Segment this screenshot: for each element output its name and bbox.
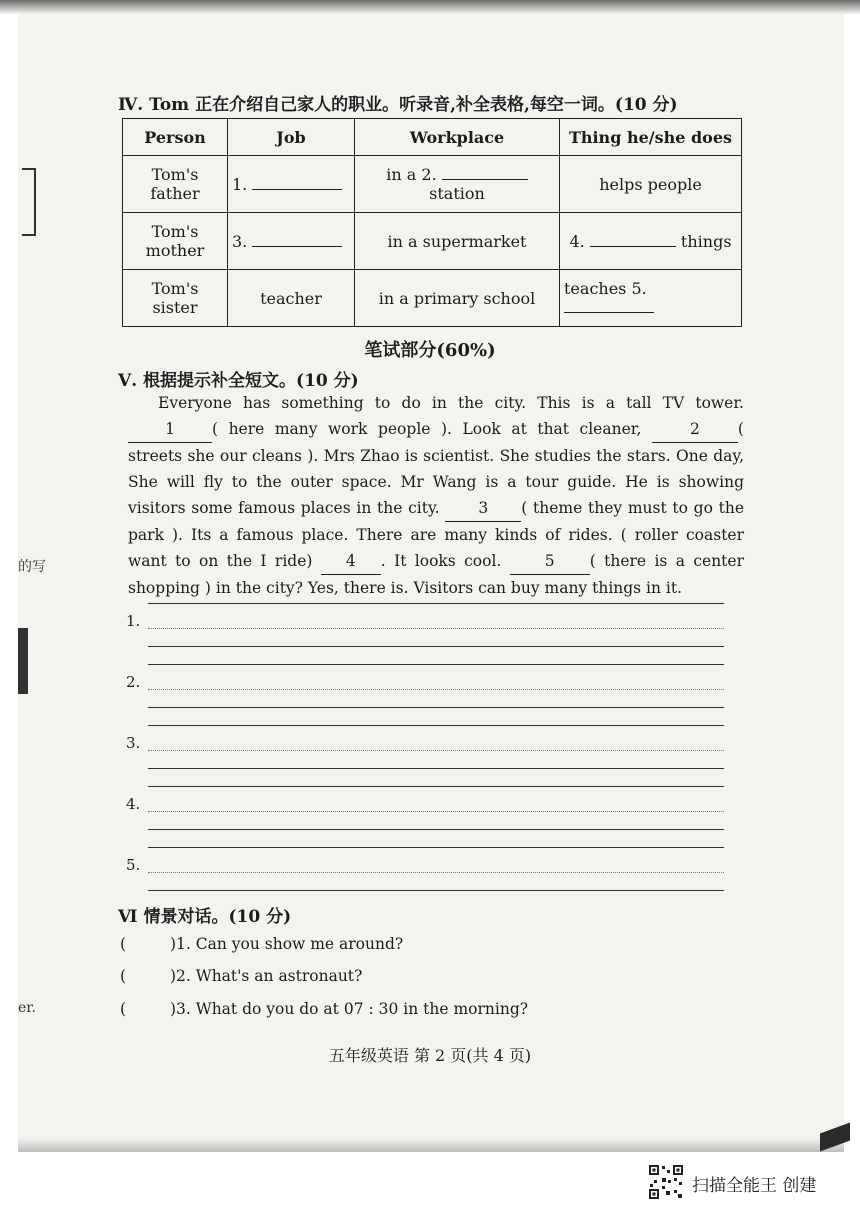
answer-guide bbox=[148, 628, 724, 629]
passage-blank-3[interactable]: 3 bbox=[445, 495, 521, 522]
scan-bottom-edge bbox=[18, 1138, 844, 1152]
cell-job-blank[interactable]: 3. bbox=[228, 213, 355, 270]
passage-blank-4[interactable]: 4 bbox=[321, 548, 381, 575]
cell-workplace: in a primary school bbox=[355, 270, 560, 327]
margin-bracket bbox=[22, 168, 36, 236]
answer-guide bbox=[148, 811, 724, 812]
header-person: Person bbox=[123, 119, 228, 156]
cell-workplace: in a supermarket bbox=[355, 213, 560, 270]
passage-text: Everyone has something to do in the city. This is a tall TV tower. 1 ( here many work people ). Look at that cleaner, 2 ( streets she our cleans ). Mrs Zhao is scientist. She studies the stars. One day, She will fly to the outer space. Mr Wang is a tour guide. He is showing visitors some famous places in the city. 3 ( theme they must to go the park ). Its a famous place. There are many kinds of rides. ( roller coaster want to on the I ride) 4 . It looks cool. 5 ( there is a center shopping ) in the city? Yes, there is. Visitors can buy many things in it. bbox=[128, 394, 744, 597]
answer-guide bbox=[148, 689, 724, 690]
header-thing: Thing he/she does bbox=[560, 119, 742, 156]
answer-line[interactable] bbox=[148, 646, 724, 647]
dialog-item-1[interactable]: ( )1. Can you show me around? bbox=[120, 935, 404, 953]
header-workplace: Workplace bbox=[355, 119, 560, 156]
scanner-watermark-label: 扫描全能王 创建 bbox=[692, 1176, 817, 1196]
answer-line[interactable] bbox=[148, 664, 724, 665]
answer-line[interactable] bbox=[148, 603, 724, 604]
answer-line[interactable] bbox=[148, 725, 724, 726]
answer-guide bbox=[148, 872, 724, 873]
passage-blank-2[interactable]: 2 bbox=[652, 416, 738, 443]
cell-person: Tom's mother bbox=[123, 213, 228, 270]
section5-title: Ⅴ. 根据提示补全短文。(10 分) bbox=[118, 371, 359, 391]
answer-line[interactable] bbox=[148, 890, 724, 891]
written-part-title: 笔试部分(60%) bbox=[364, 340, 496, 361]
job-table bbox=[122, 118, 742, 327]
answer-number-2: 2. bbox=[126, 673, 141, 691]
header-job: Job bbox=[228, 119, 355, 156]
section4-title: Ⅳ. Tom 正在介绍自己家人的职业。听录音,补全表格,每空一词。(10 分) bbox=[118, 95, 678, 115]
table-row bbox=[123, 270, 742, 327]
passage-blank-1[interactable]: 1 bbox=[128, 416, 212, 443]
answer-number-3: 3. bbox=[126, 734, 141, 752]
dialog-item-3[interactable]: ( )3. What do you do at 07 : 30 in the morning? bbox=[120, 1000, 529, 1018]
cell-person: Tom's sister bbox=[123, 270, 228, 327]
answer-number-1: 1. bbox=[126, 612, 141, 630]
answer-line[interactable] bbox=[148, 829, 724, 830]
answer-number-4: 4. bbox=[126, 795, 141, 813]
cell-person: Tom's father bbox=[123, 156, 228, 213]
cell-job: teacher bbox=[228, 270, 355, 327]
answer-line[interactable] bbox=[148, 768, 724, 769]
answer-guide bbox=[148, 750, 724, 751]
bleed-text-2: er. bbox=[18, 1000, 36, 1016]
cell-job-blank[interactable]: 1. bbox=[228, 156, 355, 213]
answer-number-5: 5. bbox=[126, 856, 141, 874]
table-header-row bbox=[123, 119, 742, 156]
table-row bbox=[123, 213, 742, 270]
cell-workplace-blank[interactable]: in a 2. station bbox=[355, 156, 560, 213]
cell-thing-blank[interactable]: teaches 5. bbox=[560, 270, 742, 327]
cell-thing: helps people bbox=[560, 156, 742, 213]
answer-line[interactable] bbox=[148, 707, 724, 708]
cell-thing-blank[interactable]: 4. things bbox=[560, 213, 742, 270]
table-row bbox=[123, 156, 742, 213]
section6-title: Ⅵ 情景对话。(10 分) bbox=[118, 907, 292, 927]
dialog-item-2[interactable]: ( )2. What's an astronaut? bbox=[120, 967, 363, 985]
answer-line[interactable] bbox=[148, 786, 724, 787]
qr-code-icon bbox=[648, 1164, 684, 1200]
answer-line[interactable] bbox=[148, 847, 724, 848]
bleed-text-1: 的写 bbox=[18, 559, 46, 575]
passage bbox=[128, 390, 744, 601]
margin-dark-strip bbox=[18, 628, 28, 694]
passage-blank-5[interactable]: 5 bbox=[510, 548, 590, 575]
page-footer: 五年级英语 第 2 页(共 4 页) bbox=[328, 1046, 532, 1065]
scan-top-shadow bbox=[0, 0, 860, 14]
